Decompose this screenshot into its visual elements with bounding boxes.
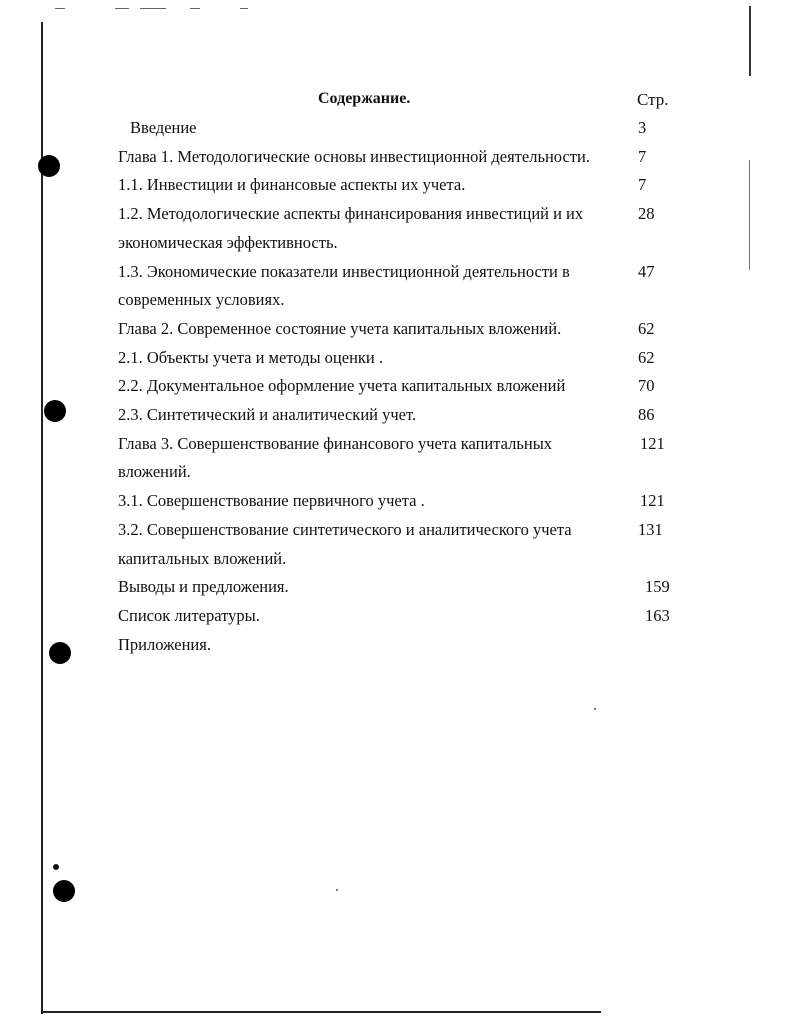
toc-entry [118,631,678,660]
toc-entry [118,114,678,143]
toc-entry-text: 1.1. Инвестиции и финансовые аспекты их учета. [118,175,466,195]
toc-entry-text: 1.2. Методологические аспекты финансирования инвестиций и их экономическая эффективность. [118,204,584,252]
toc-title: Содержание. [318,90,411,107]
toc-entry [118,315,678,344]
toc-entry [118,171,678,200]
scan-dash [55,8,65,9]
toc-entry [118,258,678,315]
scan-border-bottom [41,1011,601,1013]
scan-speck [336,889,338,891]
toc-entry-page: 47 [638,261,655,281]
toc-entry [118,344,678,373]
toc-entry-page: 86 [638,405,655,425]
toc-entry-text: 2.2. Документальное оформление учета капитальных вложений [118,376,566,396]
toc-entry-text: Приложения. [118,634,211,654]
toc-entry-text: Введение [130,118,197,137]
scan-border-right [749,6,751,76]
toc-entry-page: 163 [645,605,670,625]
toc-entry [118,516,678,573]
toc-entry-text: 2.1. Объекты учета и методы оценки . [118,347,384,367]
toc-entry [118,602,678,631]
scan-dash [190,8,200,9]
toc-entry-text: Глава 1. Методологические основы инвестиционной деятельности. [118,146,590,166]
toc-entry-page: 62 [638,347,655,367]
toc-entry [118,430,678,487]
scan-dash [140,8,166,9]
toc-entry-page: 131 [638,519,663,539]
toc-entry [118,143,678,172]
punch-hole [38,155,60,177]
toc-entry-page: 3 [638,118,647,137]
punch-hole [44,400,66,422]
toc-entry-text: 3.1. Совершенствование первичного учета . [118,491,425,511]
scan-dash [240,8,248,9]
toc-entry-text: 1.3. Экономические показатели инвестиционной деятельности в современных условиях. [118,261,570,310]
toc-entry-text: Список литературы. [118,605,260,625]
toc-entry-text: 3.2. Совершенствование синтетического и аналитического учета капитальных вложений. [118,519,572,568]
toc-entry-text: Глава 2. Современное состояние учета капитальных вложений. [118,318,562,338]
toc-entry-page: 121 [640,433,665,453]
toc-entry-text: 2.3. Синтетический и аналитический учет. [118,405,417,425]
toc-entry [118,372,678,401]
toc-entry-page: 7 [638,146,647,166]
toc-list [118,114,678,659]
scan-dash [115,8,129,9]
toc-entry [118,200,678,257]
punch-hole [53,880,75,902]
scan-speck [53,864,59,870]
scan-speck [594,708,596,710]
punch-hole [49,642,71,664]
toc-entry [118,487,678,516]
toc-entry-page: 7 [638,175,647,195]
scan-border-right-faint [749,160,750,270]
toc-entry-text: Выводы и предложения. [118,577,289,597]
toc-entry-page: 62 [638,318,655,338]
toc-entry [118,573,678,602]
toc-entry-page: 28 [638,204,655,224]
toc-entry-text: Глава 3. Совершенствование финансового учета капитальных вложений. [118,433,553,482]
toc-entry-page: 159 [645,577,670,597]
toc-entry-page: 70 [638,376,655,396]
toc-entry [118,401,678,430]
toc-entry-page: 121 [640,491,665,511]
toc-page-column-header: Стр. [637,90,669,109]
